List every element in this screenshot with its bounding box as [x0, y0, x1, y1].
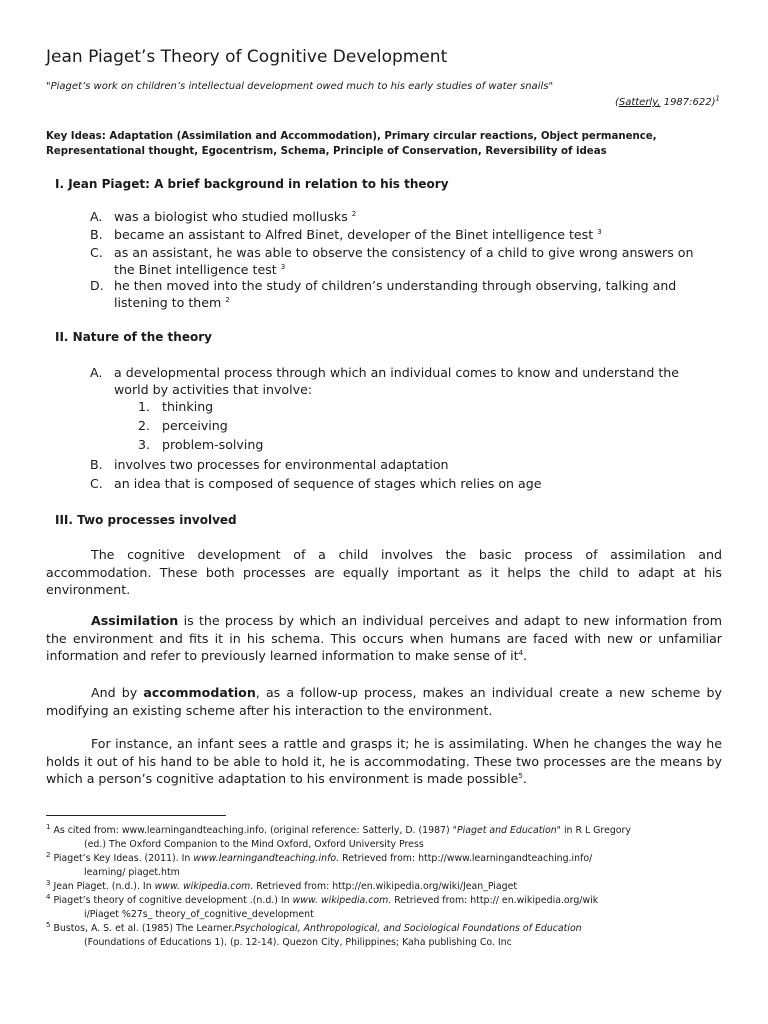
epigraph-citation: (Satterly, 1987:622)$^1$ — [614, 94, 720, 108]
footnote-divider — [46, 815, 226, 816]
term-assimilation: Assimilation — [91, 613, 179, 628]
section-heading-2: II. Nature of the theory — [55, 330, 212, 344]
list-item: A. was a biologist who studied mollusks $^2$ — [90, 209, 357, 224]
page-title: Jean Piaget’s Theory of Cognitive Development — [46, 47, 448, 67]
epigraph-quote: "Piaget’s work on children’s intellectual development owed much to his early studies of water snails" — [46, 81, 554, 92]
footnote-2: $^2$ Piaget’s Key Ideas. (2011). In www.learningandteaching.info. Retrieved from: http://www.learningandteaching.info/ learning/ piaget.htm — [46, 850, 593, 878]
list-item: A. a developmental process through which an individual comes to know and understand the world by activities that involve: — [90, 365, 679, 397]
list-item: C. as an assistant, he was able to observe the consistency of a child to give wrong answers on the Binet intelligence test $^3$ — [90, 245, 694, 277]
sub-list-item: 3. problem-solving — [138, 437, 264, 452]
list-item: B. involves two processes for environmental adaptation — [90, 457, 449, 472]
footnote-1: $^1$ As cited from: www.learningandteaching.info. (original reference: Satterly, D. (1987) "Piaget and Education" in R L Gregory (ed.) The Oxford Companion to the Mind Oxford, Oxford University Press — [46, 822, 631, 850]
section-heading-1: I. Jean Piaget: A brief background in relation to his theory — [55, 177, 449, 191]
paragraph: Assimilation is the process by which an individual perceives and adapt to new information from the environment and fits it in his schema. This occurs when humans are faced with new or unfamiliar information and refer to previously learned information to make sense of $it^4$. — [46, 613, 722, 663]
term-accommodation: accommodation — [143, 685, 256, 700]
paragraph: And by accommodation, as a follow-up process, makes an individual create a new scheme by modifying an existing scheme after his interaction to the environment. — [46, 685, 722, 718]
citation-author: Satterly, — [618, 97, 661, 108]
footnote-3: $^3$ Jean Piaget. (n.d.). In www. wikipedia.com. Retrieved from: http://en.wikipedia.org/wiki/Jean_Piaget — [46, 878, 518, 892]
list-item: B. became an assistant to Alfred Binet, developer of the Binet intelligence test $^3$ — [90, 227, 602, 242]
section-heading-3: III. Two processes involved — [55, 513, 237, 527]
list-item: D. he then moved into the study of children’s understanding through observing, talking and listening to them $^2$ — [90, 278, 677, 310]
key-ideas: Key Ideas: Adaptation (Assimilation and Accommodation), Primary circular reactions, Object permanence, Representational thought, Egocentrism, Schema, Principle of Conservation, Reversibility of ideas — [46, 131, 657, 157]
footnote-4: $^4$ Piaget’s theory of cognitive development .(n.d.) In www. wikipedia.com. Retrieved from: http:// en.wikipedia.org/wik i/Piaget %27s_ theory_of_cognitive_development — [46, 892, 599, 920]
paragraph: For instance, an infant sees a rattle and grasps it; he is assimilating. When he changes the way he holds it out of his hand to be able to hold it, he is accommodating. These two processes are the means by which a person’s cognitive adaptation to his environment is made possible$^5$. — [46, 736, 722, 786]
paragraph: The cognitive development of a child involves the basic process of assimilation and accommodation. These both processes are equally important as it helps the child to adapt at his environment. — [46, 547, 722, 597]
sub-list-item: 1. thinking — [138, 399, 214, 414]
footnote-ref: 1 — [715, 94, 720, 103]
list-item: C. an idea that is composed of sequence of stages which relies on age — [90, 476, 542, 491]
footnote-5: $^5$ Bustos, A. S. et al. (1985) The Learner.Psychological, Anthropological, and Sociological Foundations of Education (Foundations of Educations 1). (p. 12-14). Quezon City, Philippines; Kaha publishing Co. Inc — [46, 920, 582, 948]
sub-list-item: 2. perceiving — [138, 418, 228, 433]
